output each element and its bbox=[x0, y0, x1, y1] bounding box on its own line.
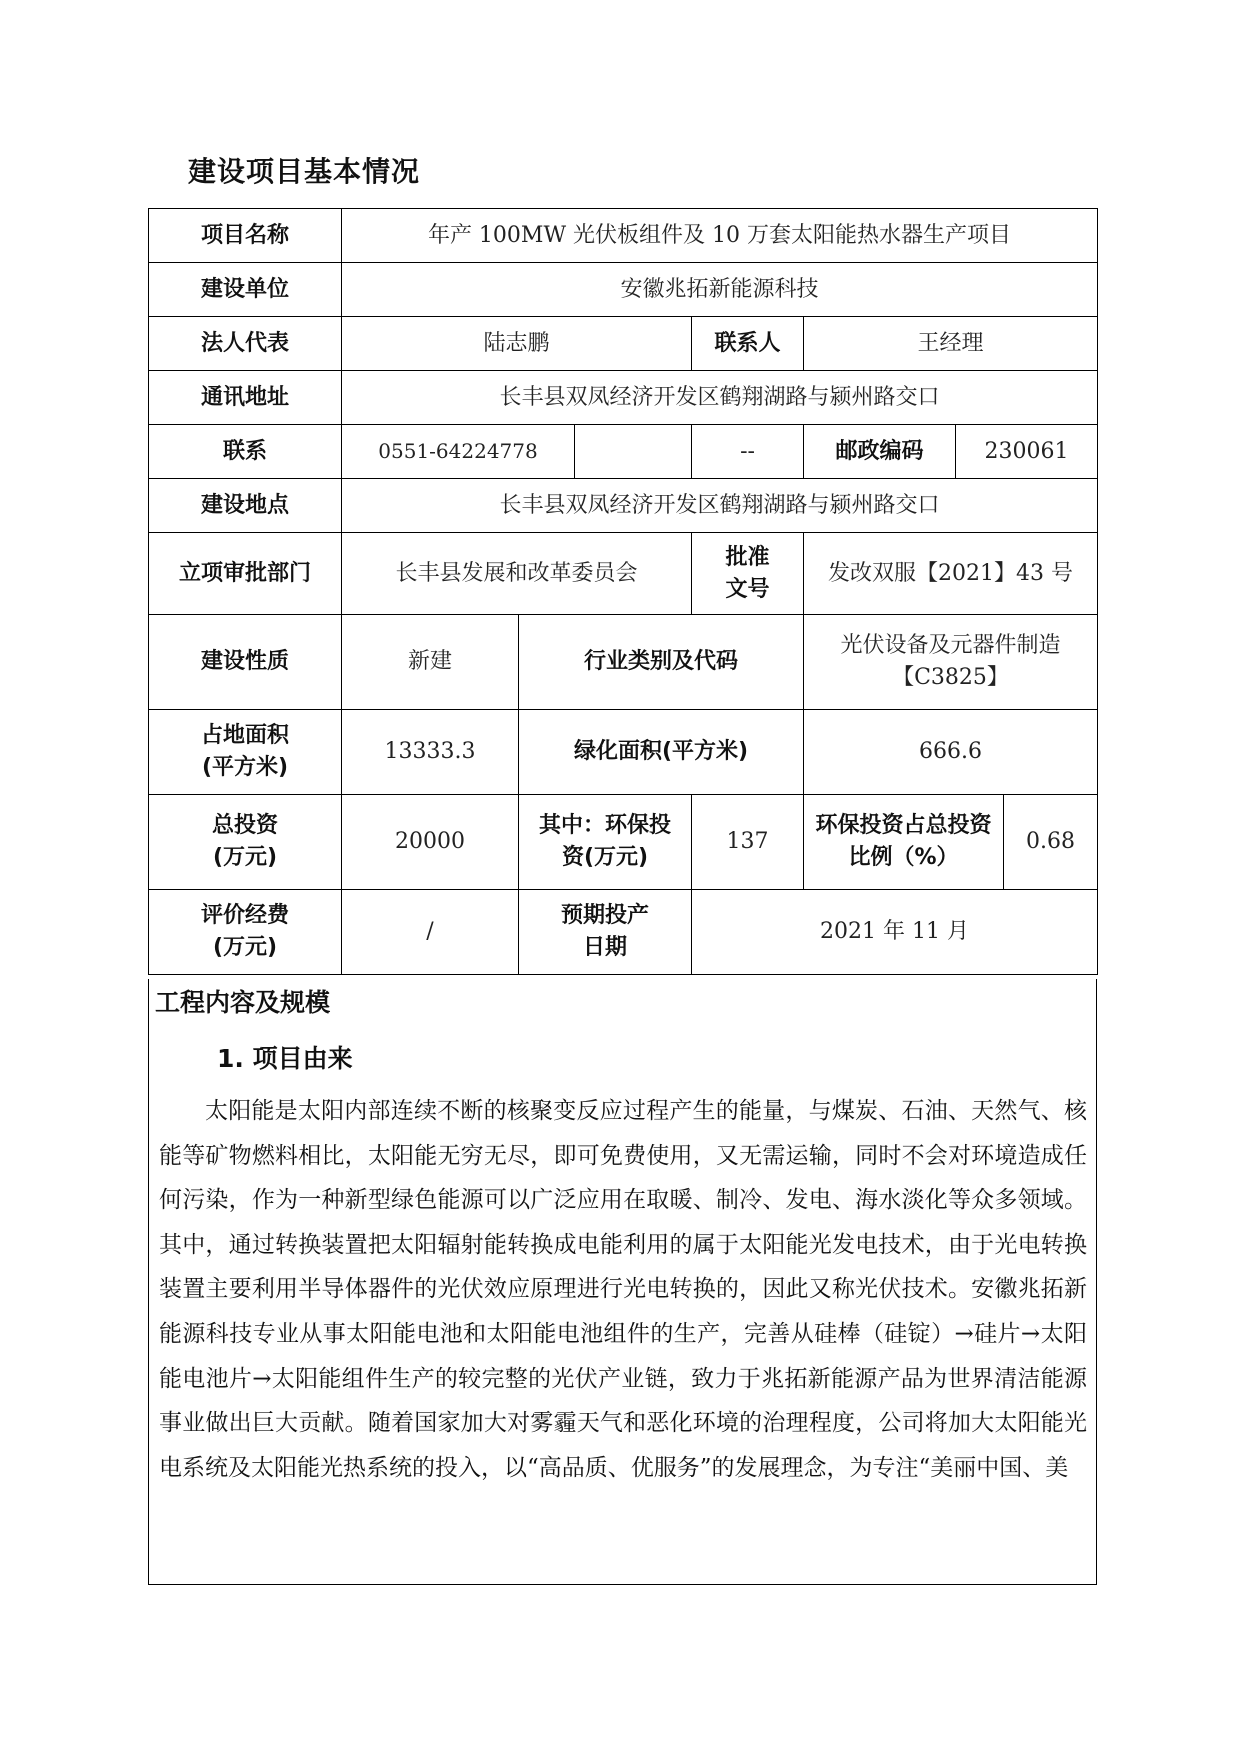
phone-cell bbox=[342, 425, 692, 479]
project-content-section bbox=[148, 979, 1097, 1585]
env-invest-label: 其中：环保投资(万元) bbox=[519, 795, 692, 890]
body-paragraph: 太阳能是太阳内部连续不断的核聚变反应过程产生的能量，与煤炭、石油、天然气、核能等矿物燃料相比，太阳能无穷无尽，即可免费使用，又无需运输，同时不会对环境造成任何污染，作为一种新型绿色能源可以广泛应用在取暖、制冷、发电、海水淡化等众多领域。其中，通过转换装置把太阳辐射能转换成电能利用的属于太阳能光发电技术，由于光电转换装置主要利用半导体器件的光伏效应原理进行光电转换的，因此又称光伏技术。安徽兆拓新能源科技专业从事太阳能电池和太阳能电池组件的生产，完善从硅棒（硅锭）→硅片→太阳能电池片→太阳能组件生产的较完整的光伏产业链，致力于兆拓新能源产品为世界清洁能源事业做出巨大贡献。随着国家加大对雾霾天气和恶化环境的治理程度，公司将加大太阳能光电系统及太阳能光热系统的投入，以“高品质、优服务”的发展理念，为专注“美丽中国、美 bbox=[159, 1098, 1087, 1481]
project-name-label: 项目名称 bbox=[149, 209, 342, 263]
site-label: 建设地点 bbox=[149, 479, 342, 533]
nature-value: 新建 bbox=[342, 615, 519, 710]
approval-no-value: 发改双服【2021】43 号 bbox=[804, 533, 1098, 615]
env-ratio-cell bbox=[804, 795, 1098, 890]
table-row bbox=[149, 479, 1098, 533]
builder-label: 建设单位 bbox=[149, 263, 342, 317]
industry-label: 行业类别及代码 bbox=[519, 615, 804, 710]
start-date-label: 预期投产日期 bbox=[519, 890, 692, 975]
postcode-label: 邮政编码 bbox=[804, 425, 956, 479]
phone-value: 0551-64224778 bbox=[342, 425, 575, 478]
project-name-value: 年产 100MW 光伏板组件及 10 万套太阳能热水器生产项目 bbox=[342, 209, 1098, 263]
contact-person-label: 联系人 bbox=[692, 317, 804, 371]
table-row bbox=[149, 425, 1098, 479]
eval-fee-value: / bbox=[342, 890, 519, 975]
env-ratio-label: 环保投资占总投资比例（%） bbox=[804, 795, 1004, 889]
legal-rep-value: 陆志鹏 bbox=[342, 317, 692, 371]
start-date-value: 2021 年 11 月 bbox=[692, 890, 1098, 975]
fax-value: -- bbox=[692, 425, 804, 479]
nature-label: 建设性质 bbox=[149, 615, 342, 710]
contact-person-value: 王经理 bbox=[804, 317, 1098, 371]
legal-rep-label: 法人代表 bbox=[149, 317, 342, 371]
eval-fee-label: 评价经费(万元) bbox=[149, 890, 342, 975]
address-label: 通讯地址 bbox=[149, 371, 342, 425]
table-row bbox=[149, 615, 1098, 710]
table-row bbox=[149, 209, 1098, 263]
site-value: 长丰县双凤经济开发区鹤翔湖路与颍州路交口 bbox=[342, 479, 1098, 533]
table-row bbox=[149, 263, 1098, 317]
approval-dept-value: 长丰县发展和改革委员会 bbox=[342, 533, 692, 615]
env-ratio-value: 0.68 bbox=[1026, 829, 1075, 855]
table-row bbox=[149, 317, 1098, 371]
phone-blank bbox=[575, 425, 691, 478]
subsection-title: 1. 项目由来 bbox=[217, 1044, 353, 1073]
table-row bbox=[149, 795, 1098, 890]
project-info-table bbox=[148, 208, 1098, 975]
table-row bbox=[149, 533, 1098, 615]
invest-value: 20000 bbox=[342, 795, 519, 890]
postcode-value: 230061 bbox=[956, 425, 1098, 479]
area-label: 占地面积(平方米) bbox=[149, 710, 342, 795]
page-title: 建设项目基本情况 bbox=[188, 155, 421, 188]
invest-label: 总投资(万元) bbox=[149, 795, 342, 890]
phone-label: 联系 bbox=[149, 425, 342, 479]
table-row bbox=[149, 890, 1098, 975]
section-title: 工程内容及规模 bbox=[155, 988, 331, 1017]
table-row bbox=[149, 710, 1098, 795]
industry-value: 光伏设备及元器件制造【C3825】 bbox=[804, 615, 1098, 710]
approval-no-label: 批准文号 bbox=[692, 533, 804, 615]
approval-dept-label: 立项审批部门 bbox=[149, 533, 342, 615]
green-value: 666.6 bbox=[804, 710, 1098, 795]
env-invest-value: 137 bbox=[692, 795, 804, 890]
area-value: 13333.3 bbox=[342, 710, 519, 795]
green-label: 绿化面积(平方米) bbox=[519, 710, 804, 795]
table-row bbox=[149, 371, 1098, 425]
builder-value: 安徽兆拓新能源科技 bbox=[342, 263, 1098, 317]
address-value: 长丰县双凤经济开发区鹤翔湖路与颍州路交口 bbox=[342, 371, 1098, 425]
